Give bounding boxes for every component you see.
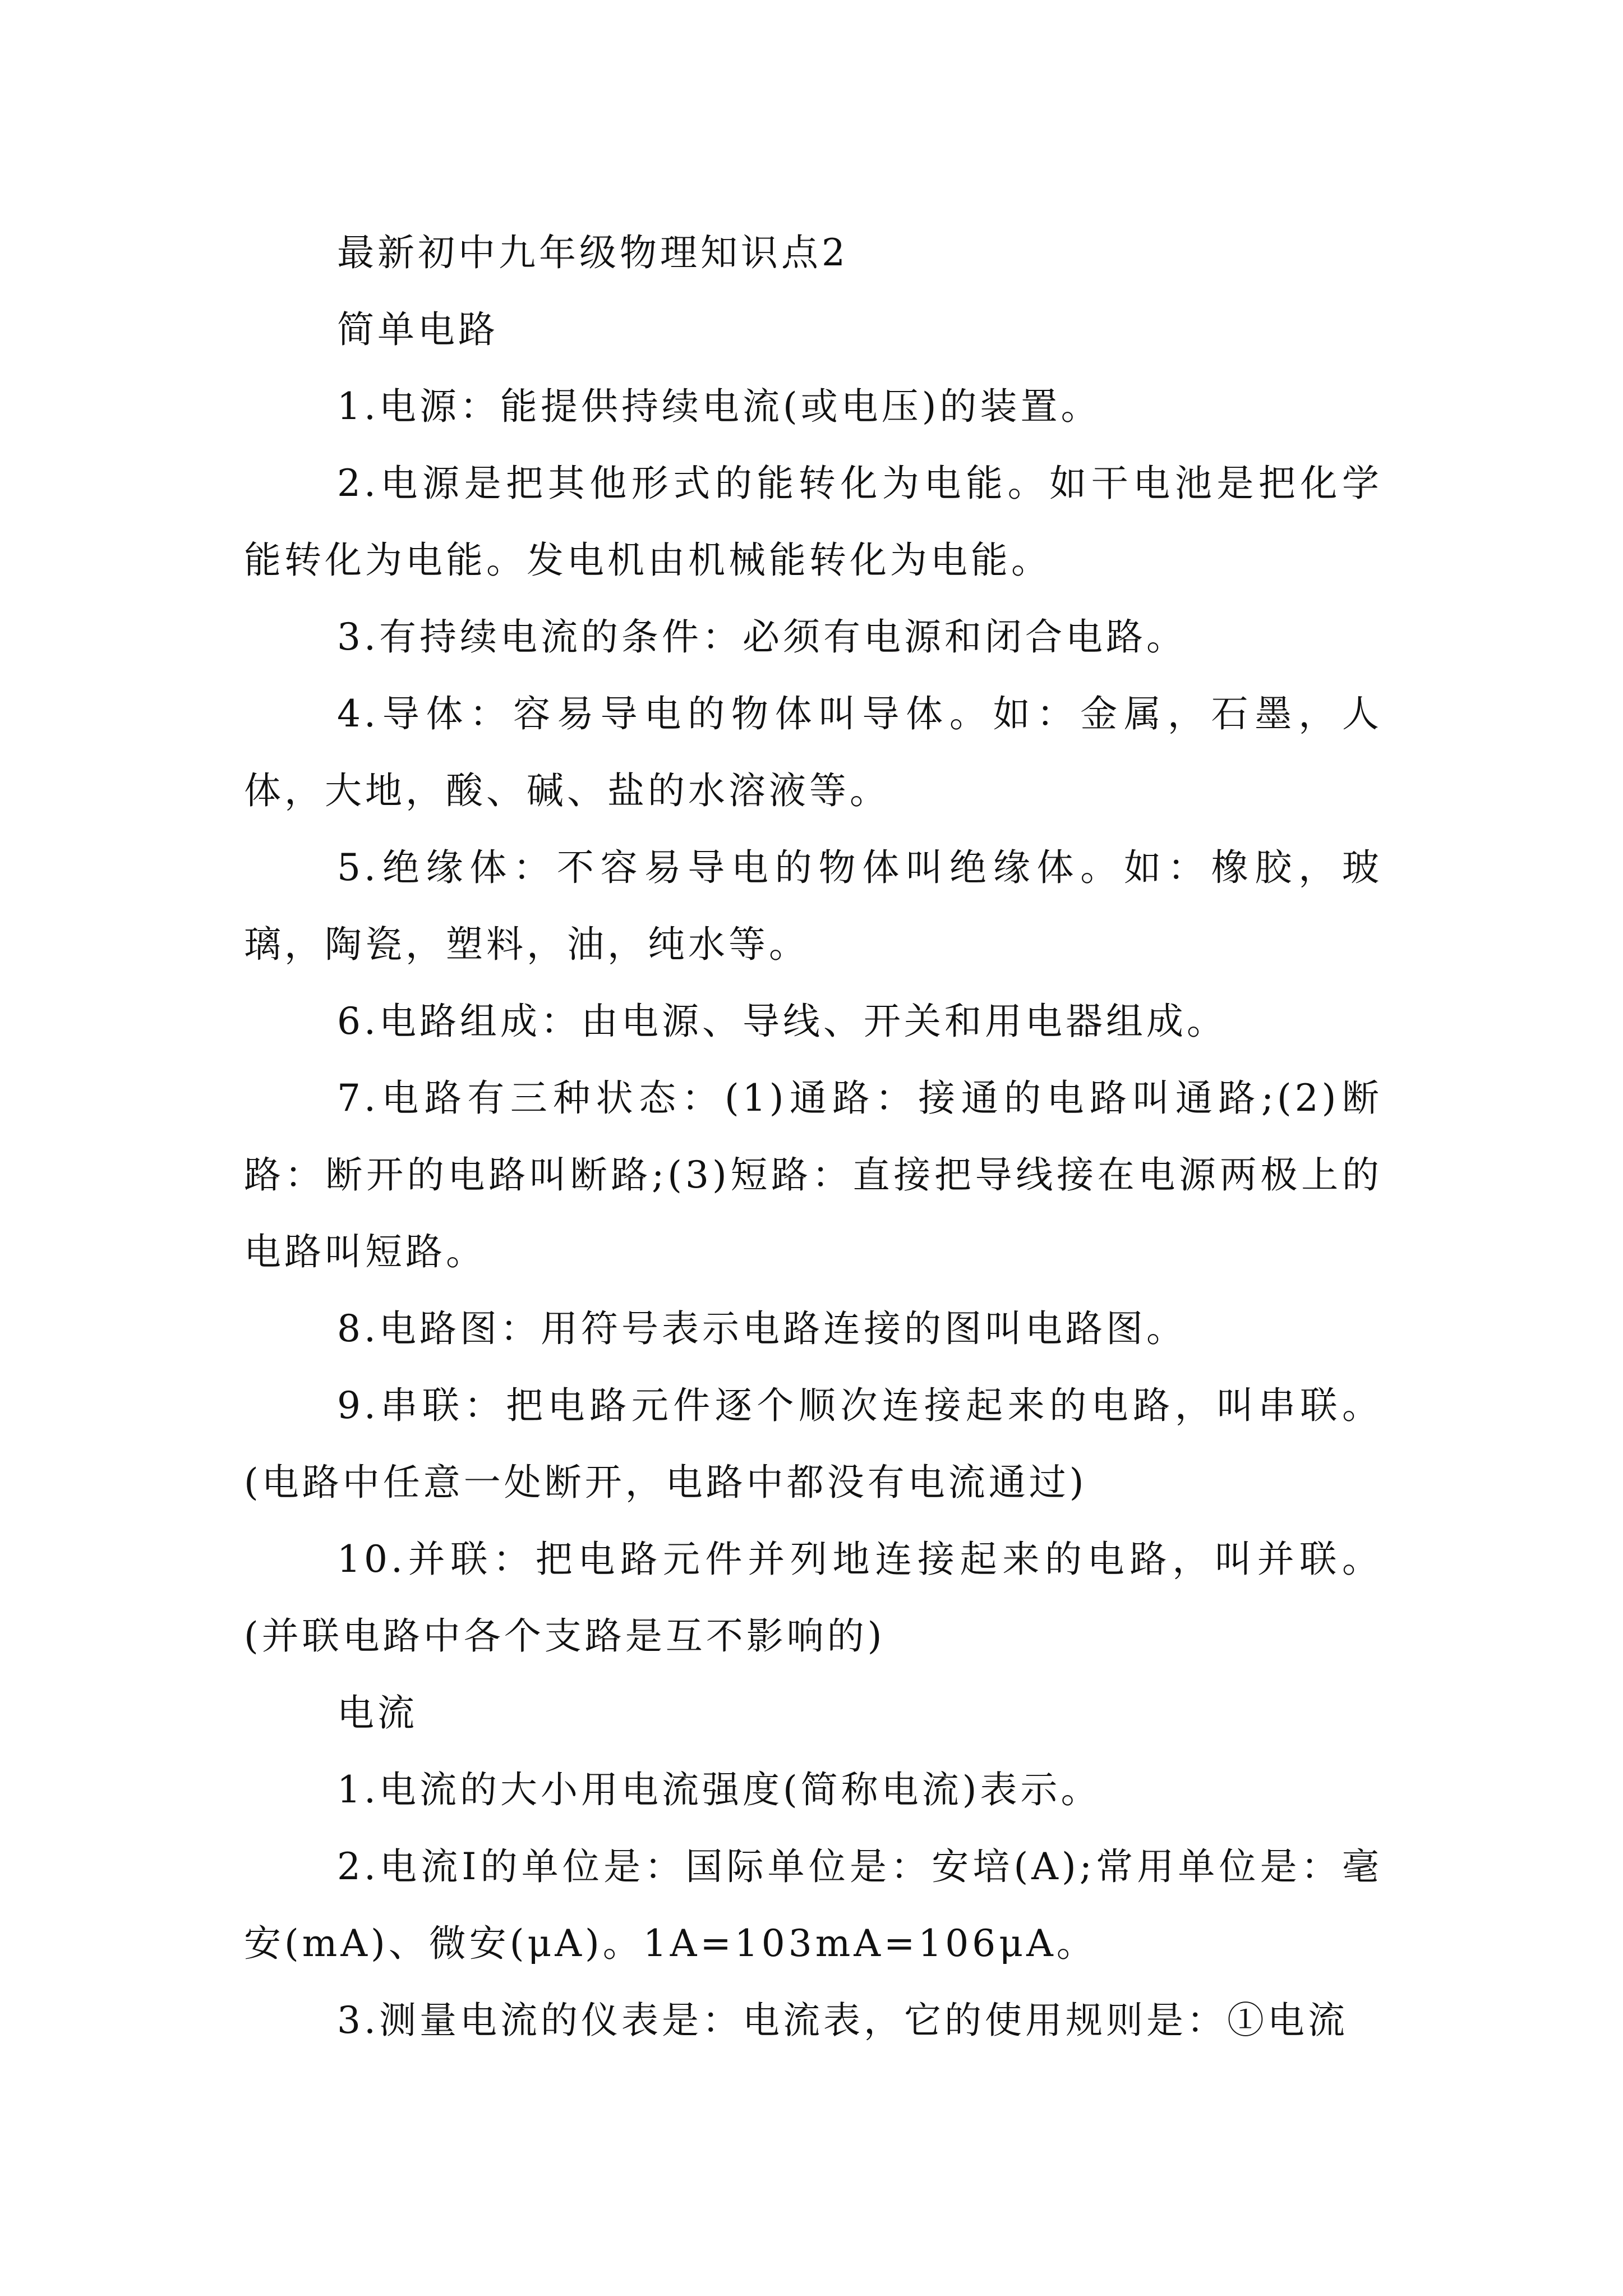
document-title: 最新初中九年级物理知识点2 bbox=[337, 231, 849, 274]
paragraph-parallel: 10.并联：把电路元件并列地连接起来的电路，叫并联。(并联电路中各个支路是互不影响的) bbox=[244, 1538, 1382, 1658]
paragraph-series: 9.串联：把电路元件逐个顺次连接起来的电路，叫串联。(电路中任意一处断开，电路中都没有电流通过) bbox=[244, 1384, 1382, 1504]
paragraph-current-magnitude: 1.电流的大小用电流强度(简称电流)表示。 bbox=[337, 1768, 1101, 1811]
paragraph-energy-conversion: 2.电源是把其他形式的能转化为电能。如干电池是把化学能转化为电能。发电机由机械能转化为电能。 bbox=[244, 462, 1382, 582]
section-heading-current: 电流 bbox=[337, 1691, 418, 1734]
paragraph-circuit-composition: 6.电路组成：由电源、导线、开关和用电器组成。 bbox=[337, 1000, 1227, 1043]
paragraph-power-source: 1.电源：能提供持续电流(或电压)的装置。 bbox=[337, 385, 1101, 428]
paragraph-conductor: 4.导体：容易导电的物体叫导体。如：金属，石墨，人体，大地，酸、碱、盐的水溶液等。 bbox=[244, 692, 1382, 812]
paragraph-current-conditions: 3.有持续电流的条件：必须有电源和闭合电路。 bbox=[337, 615, 1187, 659]
paragraph-ammeter: 3.测量电流的仪表是：电流表，它的使用规则是：①电流 bbox=[337, 1999, 1348, 2042]
paragraph-circuit-diagram: 8.电路图：用符号表示电路连接的图叫电路图。 bbox=[337, 1307, 1187, 1350]
paragraph-insulator: 5.绝缘体：不容易导电的物体叫绝缘体。如：橡胶，玻璃，陶瓷，塑料，油，纯水等。 bbox=[244, 846, 1382, 966]
section-heading-simple-circuit: 简单电路 bbox=[337, 308, 499, 351]
document-body bbox=[244, 214, 1382, 2059]
paragraph-circuit-states: 7.电路有三种状态：(1)通路：接通的电路叫通路;(2)断路：断开的电路叫断路;(3)短路：直接把导线接在电源两极上的电路叫短路。 bbox=[244, 1076, 1382, 1273]
paragraph-current-units: 2.电流I的单位是：国际单位是：安培(A);常用单位是：毫安(mA)、微安(μA)。1A=103mA=106μA。 bbox=[244, 1845, 1382, 1965]
